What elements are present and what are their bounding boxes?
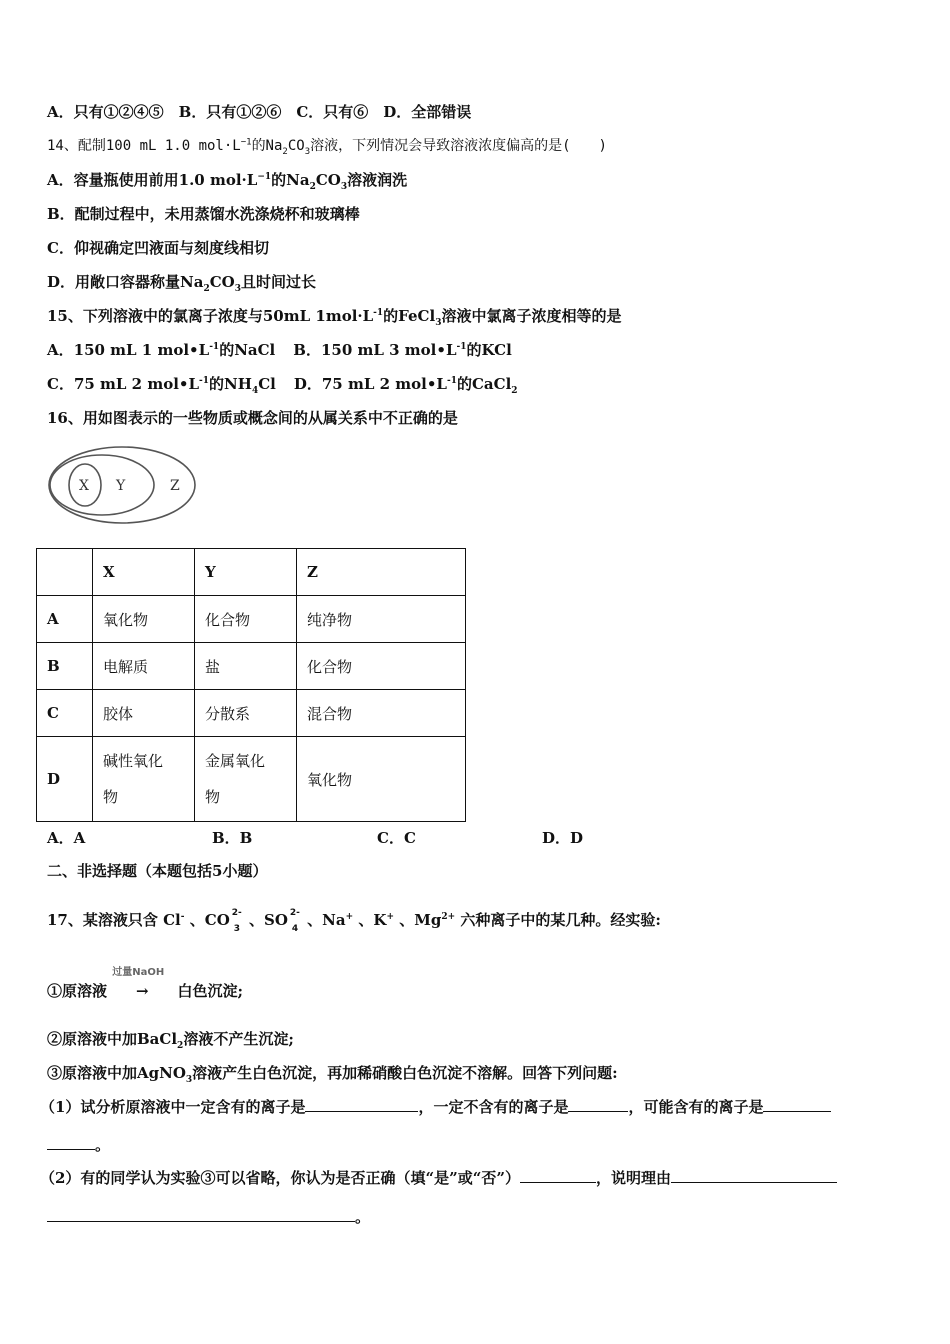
table-cell: 胶体 [93,690,195,737]
q15-stem-prefix: 15、下列溶液中的氯离子浓度与50mL 1mol·L [47,307,374,325]
q14-option-b: B．配制过程中，未用蒸馏水洗涤烧杯和玻璃棒 [47,205,360,223]
q14-a-sup: −1 [257,172,272,182]
q15-d-text: D．75 mL 2 mol•L [293,375,447,393]
q14-stem-sub2: 3 [304,146,311,157]
p2-text-b: ，说明理由 [595,1169,671,1187]
q13-options: A．只有①②④⑤ B．只有①②⑥ C．只有⑥ D．全部错误 [47,103,472,121]
ion-separator: 、 [358,911,374,929]
q16-option-d: D．D [542,829,584,847]
diagram-label-y: Y [116,478,126,494]
q15-c-text: C．75 mL 2 mol•L [47,375,200,393]
p1-end: 。 [95,1136,111,1154]
q14-d-sub1: 2 [203,284,210,294]
ion-so4: SO [264,911,288,929]
q17-experiment-3 [47,1063,618,1083]
ion-co3: CO [204,911,230,929]
answer-blank[interactable] [763,1097,831,1112]
q16-option-b: B．B [212,829,253,847]
q14-a-sub1: 2 [309,182,316,192]
q15-stem-sup: -1 [373,308,384,318]
ellipse-y [50,455,154,515]
q14-d-sub2: 3 [234,284,241,294]
ion-mg-charge: 2+ [441,912,456,922]
q15-options-cd [47,374,518,394]
table-header-cell: Y [195,549,297,596]
arrow-icon: → [135,982,149,1000]
q15-a-sup: -1 [209,342,220,352]
table-cell: 化合物 [297,643,466,690]
table-cell: 盐 [195,643,297,690]
p1-text-c: ，可能含有的离子是 [628,1098,764,1116]
q16-stem: 16、用如图表示的一些物质或概念间的从属关系中不正确的是 [47,409,458,427]
q16-option-a: A．A [47,829,86,847]
exp3-subscript: 3 [185,1075,193,1085]
q17-experiment-1 [47,967,244,1001]
ion-co3-index [230,908,244,934]
table-cell [195,737,297,822]
ion-na: Na [322,911,346,929]
q14-a-prefix: A．容量瓶使用前用1.0 mol·L [47,171,258,189]
ion-co3-subscript: 3 [233,924,241,934]
q15-stem-suffix: 溶液中氯离子浓度相等的是 [441,307,622,325]
q15-b-text: B．150 mL 3 mol•L [293,341,457,359]
table-header-row [37,549,466,596]
q14-d-suffix: 且时间过长 [241,273,317,291]
p2-text-a: （2）有的同学认为实验③可以省略，你认为是否正确（填“是”或“否”） [40,1169,520,1187]
ion-separator: 、 [307,911,323,929]
q15-c-tail: 的NH [209,375,252,393]
table-row [37,643,466,690]
ion-mg: Mg [414,911,442,929]
section-heading: 二、非选择题（本题包括5小题） [47,862,268,880]
q15-c-sup: -1 [199,376,210,386]
q15-d-sup: -1 [446,376,457,386]
q17-stem-prefix: 17、某溶液只含 [47,911,158,929]
q15-options-ab [47,340,512,360]
table-cell: 混合物 [297,690,466,737]
ion-cl: Cl [163,911,181,929]
q15-stem-mid: 的FeCl [383,307,436,325]
q14-stem-suffix: 溶液，下列情况会导致溶液浓度偏高的是( ) [310,138,607,154]
q15-stem [47,306,621,326]
q17-stem [47,908,661,934]
q14-a-sub2: 3 [340,182,348,192]
q14-stem [47,136,607,156]
table-cell: 分散系 [195,690,297,737]
answer-blank[interactable] [671,1168,837,1183]
table-cell-line: 物 [205,788,221,806]
table-header-cell: Z [297,549,466,596]
ion-so4-subscript: 4 [291,924,299,934]
exp2-suffix: 溶液不产生沉淀; [183,1030,294,1048]
q15-a-tail: 的NaCl [219,341,276,359]
q14-stem-sub1: 2 [282,146,288,157]
table-cell: B [37,643,93,690]
table-cell: 氧化物 [93,596,195,643]
ion-so4-index [288,908,302,934]
table-cell [93,737,195,822]
nested-ellipse-diagram [47,445,207,529]
table-cell-line: 物 [103,788,119,806]
q15-a-text: A．150 mL 1 mol•L [47,341,210,359]
q15-c-end: Cl [258,375,276,393]
table-cell-line: 碱性氧化 [103,752,164,770]
exp3-prefix: ③原溶液中加AgNO [47,1064,186,1082]
p1-text-b: ，一定不含有的离子是 [418,1098,569,1116]
reaction-condition: 过量NaOH [112,967,165,978]
p2-end: 。 [355,1208,371,1226]
table-header-cell: X [93,549,195,596]
table-cell: 纯净物 [297,596,466,643]
table-row [37,737,466,822]
q15-b-sup: -1 [456,342,467,352]
exp3-suffix: 溶液产生白色沉淀，再加稀硝酸白色沉淀不溶解。回答下列问题: [192,1064,618,1082]
table-row [37,596,466,643]
table-cell-line: 金属氧化 [205,752,266,770]
table-cell: A [37,596,93,643]
table-cell: D [37,737,93,822]
q15-d-sub: 2 [511,386,518,396]
ion-na-charge: + [345,912,354,922]
classification-table [36,548,466,822]
ion-separator: 、 [189,911,205,929]
q17-part-2-continued [47,1207,370,1227]
ion-so4-charge: 2- [289,908,300,918]
ion-separator: 、 [249,911,265,929]
answer-blank[interactable] [520,1168,596,1183]
exp1-suffix: 白色沉淀; [177,982,244,1000]
q14-option-c: C．仰视确定凹液面与刻度线相切 [47,239,269,257]
ion-cl-charge: - [180,912,185,922]
ion-co3-charge: 2- [231,908,242,918]
table-row [37,690,466,737]
q17-experiment-2 [47,1029,294,1049]
diagram-label-x: X [79,478,89,494]
q14-stem-co: CO [287,138,305,154]
table-cell: 化合物 [195,596,297,643]
exp2-subscript: 2 [177,1041,184,1051]
diagram-label-z: Z [170,478,180,494]
p1-text-a: （1）试分析原溶液中一定含有的离子是 [40,1098,306,1116]
q15-stem-sub: 3 [435,318,442,328]
q17-part-1 [40,1097,831,1117]
ion-k-charge: + [386,912,394,922]
answer-blank[interactable] [47,1207,355,1222]
q14-stem-mid: 的Na [251,138,283,154]
q14-d-co: CO [209,273,235,291]
q15-d-tail: 的CaCl [456,375,512,393]
table-cell: C [37,690,93,737]
reaction-arrow [112,967,172,1001]
q14-a-mid: 的Na [271,171,310,189]
q14-a-co: CO [315,171,341,189]
q14-option-d [47,272,316,292]
q14-d-prefix: D．用敞口容器称量Na [47,273,204,291]
q16-option-c: C．C [377,829,416,847]
ion-separator: 、 [399,911,415,929]
answer-blank[interactable] [305,1097,418,1112]
table-cell: 氧化物 [297,737,466,822]
table-cell: 电解质 [93,643,195,690]
q15-b-tail: 的KCl [466,341,512,359]
answer-blank[interactable] [47,1135,95,1150]
exp1-prefix: ①原溶液 [47,982,108,1000]
q17-stem-suffix: 六种离子中的某几种。经实验: [460,911,661,929]
q14-stem-sup: −1 [240,137,252,148]
q15-c-sub: 4 [251,386,259,396]
q14-stem-prefix: 14、配制100 mL 1.0 mol·L [47,138,241,154]
exp2-prefix: ②原溶液中加BaCl [47,1030,178,1048]
table-header-cell [37,549,93,596]
q17-part-1-continued [47,1135,110,1155]
ion-k: K [373,911,387,929]
q17-part-2 [40,1168,837,1188]
q14-option-a [47,170,407,190]
q14-a-suffix: 溶液润洗 [347,171,408,189]
answer-blank[interactable] [568,1097,628,1112]
